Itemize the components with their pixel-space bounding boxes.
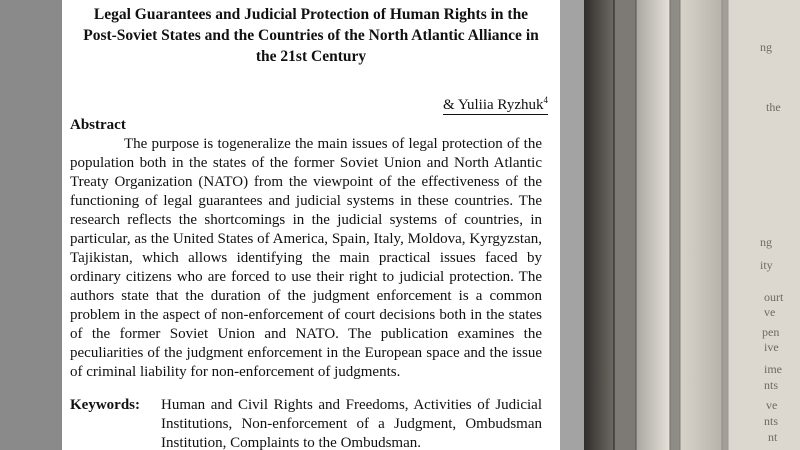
book-edge-fragment-9: nts xyxy=(764,378,779,392)
keywords-label: Keywords: xyxy=(70,397,140,413)
book-edge-fragment-2: ng xyxy=(760,235,772,249)
book-edge-fragment-4: ourt xyxy=(764,290,784,304)
book-edge-fragment-10: ve xyxy=(766,398,778,412)
document-page xyxy=(62,0,560,450)
keywords-text: Human and Civil Rights and Freedoms, Activities of Judicial Institutions, Non-enforcement of a Judgment, Ombudsman Institution, Complaints to the Ombudsman. xyxy=(161,397,542,450)
title-line-2: Post-Soviet States and the Countries of the North Atlantic Alliance in xyxy=(83,27,539,44)
paper-title xyxy=(62,4,560,67)
book-edge-fragment-13: the xyxy=(766,100,781,114)
left-margin xyxy=(0,0,62,450)
author-footnote-marker: 4 xyxy=(543,95,548,105)
abstract-text: The purpose is togeneralize the main issues of legal protection of the population both in the states of the former Soviet Union and North Atlantic Treaty Organization (NATO) from the viewpoint of the effectiveness of the functioning of legal guarantees and judicial systems in these countries. The research reflects the shortcomings in the judicial systems of countries, in particular, as the United States of America, Spain, Italy, Moldova, Kyrgyzstan, Tajikistan, which allows identifying the main practical issues faced by ordinary citizens who are forced to use their right to judicial protection. The authors state that the duration of the judgment enforcement is a common problem in the aspect of non-enforcement of court decisions both in the states of the former Soviet Union and NATO. The publication examines the peculiarities of the judgment enforcement in the European space and the issue of criminal liability for non-enforcement of judgments. xyxy=(70,136,542,380)
book-edge-fragment-3: ity xyxy=(760,258,773,272)
book-edge-fragment-1: ng xyxy=(760,40,772,54)
book-edge-fragment-11: nts xyxy=(764,414,779,428)
book-edge-fragment-6: pen xyxy=(762,325,780,339)
book-edge-fragment-12: nt xyxy=(768,430,778,444)
abstract-heading: Abstract xyxy=(70,117,126,133)
page-gutter xyxy=(560,0,584,450)
book-edge-fragment-5: ve xyxy=(764,305,776,319)
author-name: & Yuliia Ryzhuk xyxy=(442,97,544,113)
book-edge-fragment-8: ime xyxy=(764,362,782,376)
title-line-1: Legal Guarantees and Judicial Protection of Human Rights in the xyxy=(93,6,529,23)
author-line xyxy=(443,96,548,115)
book-edge-fragment-7: ive xyxy=(764,340,779,354)
book-pages-photo xyxy=(584,0,800,450)
title-line-3: the 21st Century xyxy=(255,48,367,65)
